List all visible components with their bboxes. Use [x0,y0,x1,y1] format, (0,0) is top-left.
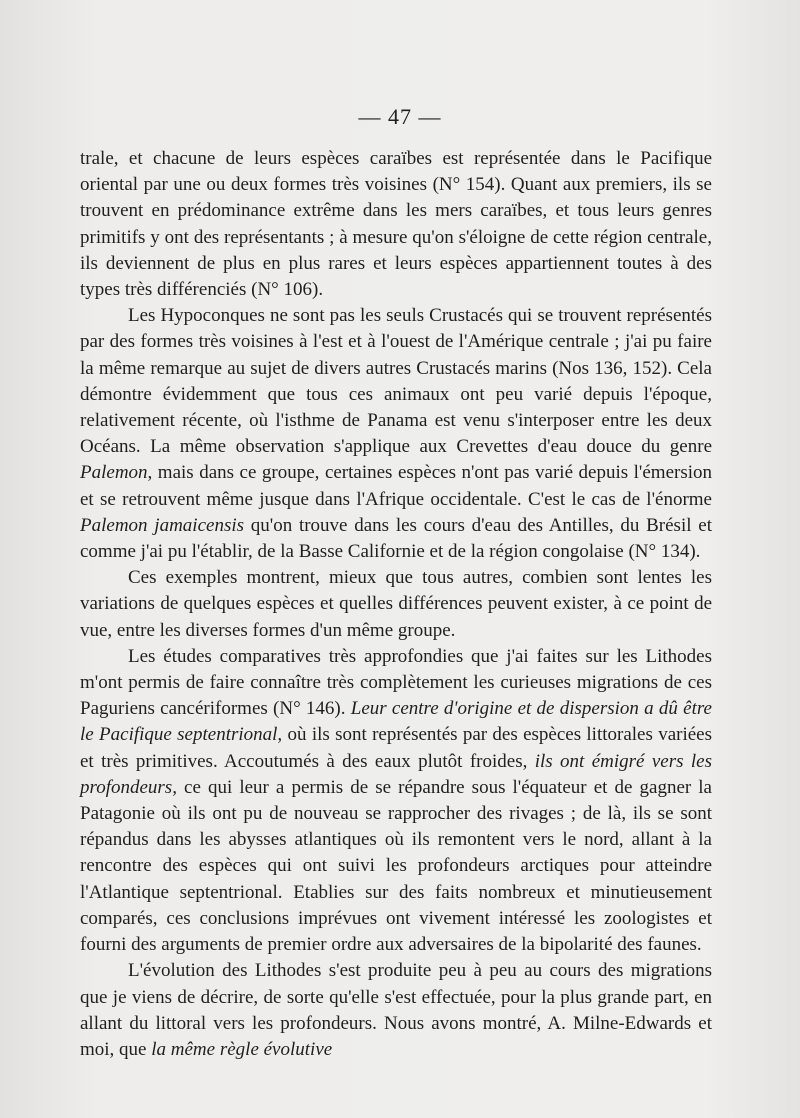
paragraph [80,644,712,958]
text-segment: trale, et chacune de leurs espèces caraïbes est représentée dans le Pacifique oriental par une ou deux formes très voisines (N° 154). Quant aux premiers, ils se trouvent en prédominance extrême dans les mers caraïbes, et tous leurs genres primitifs y ont des représentants ; à mesure qu'on s'éloigne de cette région centrale, ils deviennent de plus en plus rares et leurs espèces appartiennent toutes à des types très différenciés (N° 106). [80,148,712,301]
text-segment: Les Hypoconques ne sont pas les seuls Crustacés qui se trouvent représentés par des formes très voisines à l'est et à l'ouest de l'Amérique centrale ; j'ai pu faire la même remarque au sujet de divers autres Crustacés marins (Nos 136, 152). Cela démontre évidemment que tous ces animaux ont peu varié depuis l'époque, relativement récente, où l'isthme de Panama est venu s'interposer entre les deux Océans. La même observation s'applique aux Crevettes d'eau douce du genre [80,305,712,458]
italic-text: Palemon jamaicensis [80,514,245,536]
page-number: — 47 — [358,104,442,129]
text-segment: ce qui leur a permis de se répandre sous l'équateur et de gagner la Patagonie où ils ont pu de nouveau se rapprocher des rivages ; de là, ils se sont répandus dans les abysses atlantiques où ils remontent vers le nord, allant à la rencontre des espèces qui ont suivi les profondeurs arctiques pour atteindre l'Atlantique septentrional. Etablies sur des faits nombreux et minutieusement comparés, ces conclusions imprévues ont vivement intéressé les zoologistes et fourni des arguments de premier ordre aux adversaires de la bipolarité des faunes. [80,776,712,956]
text-segment: , mais dans ce groupe, certaines espèces n'ont pas varié depuis l'émersion et se retrouvent même jusque dans l'Afrique occidentale. C'est le cas de l'énorme [80,462,712,510]
text-segment: Les études comparatives très approfondies que j'ai faites sur les Lithodes m'ont permis de faire connaître très complètement les curieuses migrations de ces Paguriens cancériformes (N° 146). [80,645,712,720]
text-segment: qu'on trouve dans les cours d'eau des Antilles, du Brésil et comme j'ai pu l'établir, de la Basse Californie et de la région congolaise (N° 134). [80,514,712,563]
italic-text: ils ont émigré vers les profondeurs, [80,750,712,798]
text-segment: L'évolution des Lithodes s'est produite peu à peu au cours des migrations que je viens de décrire, de sorte qu'elle s'est effectuée, pour la plus grande part, en allant du littoral vers les profondeurs. Nous avons montré, A. Milne-Edwards et moi, que [80,960,712,1060]
paragraph [80,565,712,644]
paragraph [80,303,712,565]
body-text [80,146,712,1063]
italic-text: Leur centre d'origine et de dispersion a dû être le Pacifique septentrional, [80,698,712,746]
paragraph [80,958,712,1063]
italic-text: Palemon [80,462,148,484]
text-segment: où ils sont représentés par des espèces littorales variées et très primitives. Accoutumés à des eaux plutôt froides, [80,724,713,772]
italic-text: la même règle évolutive [151,1038,333,1060]
text-segment: Ces exemples montrent, mieux que tous autres, combien sont lentes les variations de quelques espèces et quelles différences peuvent exister, à ce point de vue, entre les diverses formes d'un même groupe. [80,567,712,641]
paragraph [80,146,712,303]
